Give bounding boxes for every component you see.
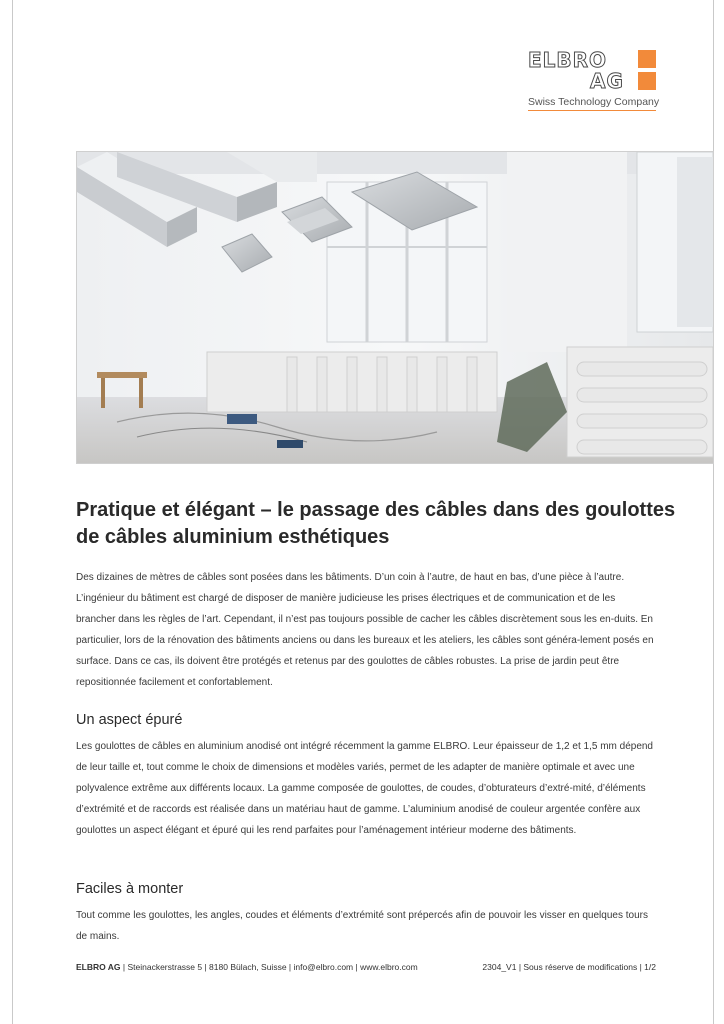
hero-illustration	[77, 152, 713, 463]
footer-company-name: ELBRO AG	[76, 962, 121, 972]
section-heading-easy-mounting: Faciles à monter	[76, 881, 184, 897]
window-right	[637, 152, 713, 332]
logo-wordmark-line1: ELBRO	[528, 48, 608, 72]
company-logo	[528, 48, 658, 112]
intro-paragraph: Des dizaines de mètres de câbles sont posées dans les bâtiments. D’un coin à l’autre, de haut en bas, d’une pièce à l’autre. L’ingénieur du bâtiment est chargé de disposer de manière judicieuse les prises électriques et de communication et de les brancher dans les règles de l’art. Cependant, il n’est pas toujours possible de cacher les câbles discrètement sous les en-duits. En particulier, lors de la rénovation des bâtiments anciens ou dans les bureaux et les ateliers, les câbles sont généra-lement posés en surface. Dans ce cas, ils doivent être protégés et retenus par des goulottes de câbles robustes. La prise de jardin peut être repositionnée facilement et confortablement.	[76, 572, 654, 688]
page-left-rule	[12, 0, 13, 1024]
footer-company-info	[76, 962, 418, 972]
footer-address: | Steinackerstrasse 5 | 8180 Bülach, Suisse | info@elbro.com | www.elbro.com	[120, 962, 418, 972]
hero-photo	[76, 151, 714, 464]
logo-underline	[528, 110, 656, 111]
logo-wordmark-line2: AG	[590, 69, 624, 93]
article-title: Pratique et élégant – le passage des câbles dans des goulottes de câbles aluminium esthétiques	[76, 499, 676, 548]
section-heading-clean-look: Un aspect épuré	[76, 712, 183, 728]
logo-square-top	[638, 50, 656, 68]
footer-reference: 2304_V1 | Sous réserve de modifications | 1/2	[482, 962, 656, 972]
logo-tagline: Swiss Technology Company	[528, 96, 660, 108]
logo-square-bottom	[638, 72, 656, 90]
section-body-clean-look: Les goulottes de câbles en aluminium anodisé ont intégré récemment la gamme ELBRO. Leur épaisseur de 1,2 et 1,5 mm dépend de leur taille et, tout comme le choix de dimensions et modèles variés, permet de les adapter de manière optimale et avec une polyvalence extrême aux différents locaux. La gamme composée de goulottes, de coudes, d’obturateurs d’extré-mité, d’éléments d’extrémité et de raccords est réalisée dans un matériau haut de gamme. L’aluminium anodisé de couleur argentée confère aux goulottes un aspect élégant et épuré qui les rend parfaites pour l’aménagement intérieur moderne des bâtiments.	[76, 741, 653, 836]
section-body-easy-mounting: Tout comme les goulottes, les angles, coudes et éléments d’extrémité sont prépercés afin de pouvoir les visser en quelques tours de mains.	[76, 910, 648, 942]
